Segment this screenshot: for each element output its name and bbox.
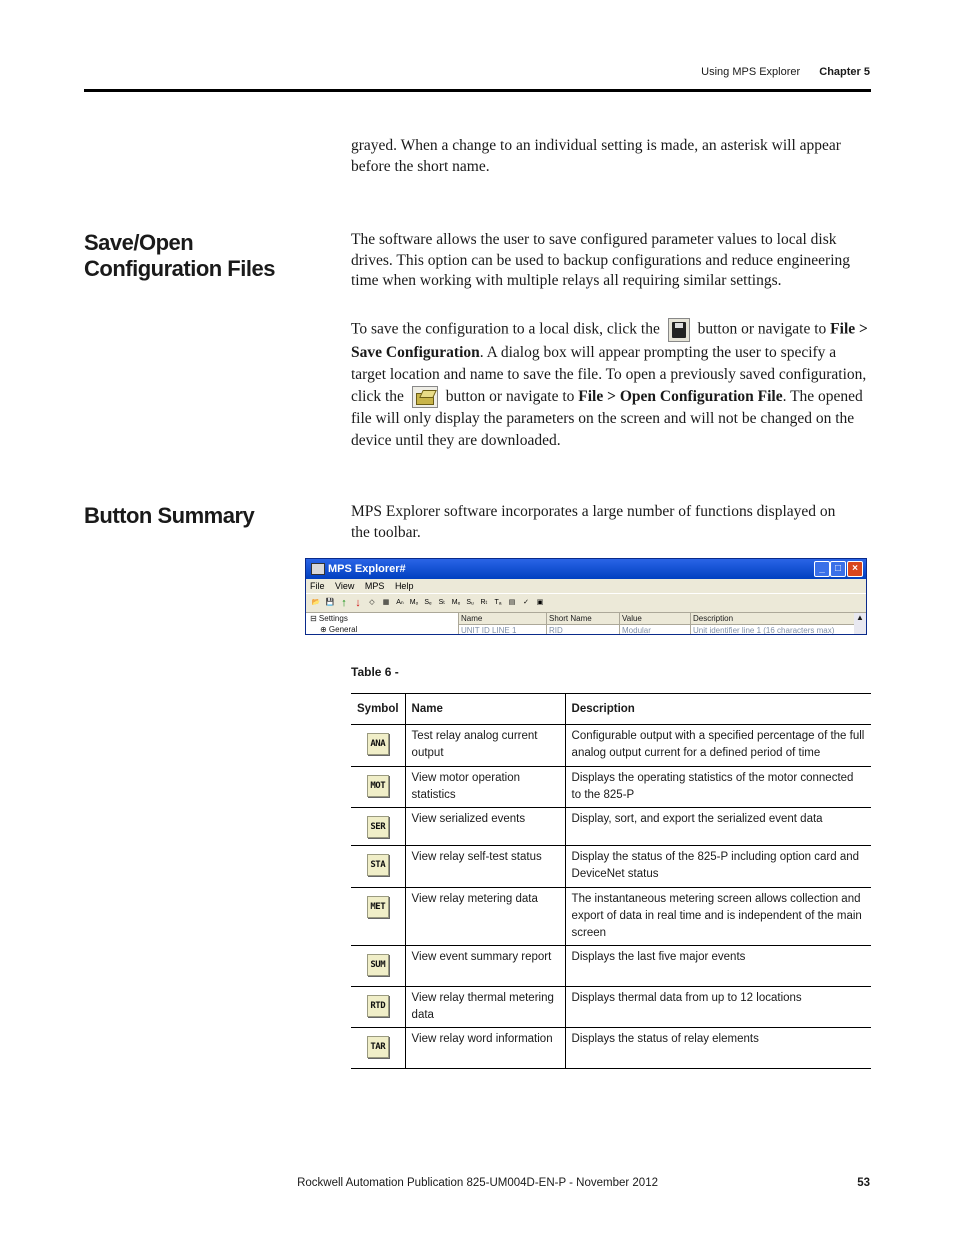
rtd-icon: Rₜ [480,599,488,606]
window-toolbar [306,593,866,613]
maximize-icon: □ [830,561,846,577]
menu-mps: MPS [364,581,385,591]
row-name: View motor operation statistics [405,767,565,808]
para2-e: . The opened file will only display the parameters on the screen and will not be changed on the device until they are downloaded. [351,388,863,450]
para2-d: button or navigate to [445,388,575,405]
col-name: Name [405,694,565,725]
ser-icon: Sₑ [424,599,432,606]
row-description: Display the status of the 825-P including option card and DeviceNet status [565,846,871,888]
ana-icon: ANA [367,733,389,755]
row-name: View serialized events [405,808,565,846]
met-icon: Mₑ [451,599,461,606]
para2-b: button or navigate to [697,320,827,338]
row-name: View relay word information [405,1028,565,1069]
sum-icon: SUM [367,954,389,976]
window-title: MPS Explorer# [328,563,406,575]
save-open-para1: The software allows the user to save configured parameter values to local disk drives. This option can be used to backup configurations and reduce engineering time when working with multiple relays all requiring similar settings. [351,231,851,289]
publication-info: Rockwell Automation Publication 825-UM004D-EN-P - November 2012 [297,1177,658,1189]
menu-view: View [335,581,355,591]
open-icon: 📂 [311,599,321,606]
page-footer [297,1177,870,1189]
open-folder-icon [412,386,438,408]
row-description: Configurable output with a specified percentage of the full analog output current for a defined period of time [565,725,871,767]
tree-item-general: ⊕ General [320,625,358,634]
mot-icon: Mₒ [409,599,419,606]
row-name: View relay self-test status [405,846,565,888]
table-header-row [351,694,871,725]
met-icon: MET [367,896,389,918]
print-icon: ▣ [536,599,544,606]
grid-header: Name Short Name Value Description [459,613,866,625]
scroll-up-icon: ▲ [854,613,866,635]
button-summary-heading: Button Summary [84,503,255,528]
mot-icon: MOT [367,775,389,797]
table-row [351,987,871,1028]
intro-continuation: grayed. When a change to an individual setting is made, an asterisk will appear before the short name. [351,137,841,175]
save-open-heading: Save/Open Configuration Files [84,230,275,281]
close-icon: × [847,561,863,577]
row-description: Display, sort, and export the serialized event data [565,808,871,846]
grid-row: UNIT ID LINE 1 RID Modular Unit identifier line 1 (16 characters max) [461,626,835,635]
table-row [351,725,871,767]
col-description: Description [565,694,871,725]
para2-c: . A dialog box will appear prompting the user to specify a target location and name to save the file. To open a previously saved configuration, click the [351,344,867,405]
table-row [351,767,871,808]
table-row [351,888,871,946]
tree-item-settings: ⊟ Settings [310,614,348,623]
save-open-para2 [351,318,871,452]
ana-icon: Aₙ [396,599,404,606]
section-name: Using MPS Explorer [701,66,801,78]
table-row [351,808,871,846]
running-head [685,66,870,78]
button-summary-para: MPS Explorer software incorporates a large number of functions displayed on the toolbar. [351,503,836,541]
minimize-icon: _ [814,561,830,577]
row-description: Displays the status of relay elements [565,1028,871,1069]
parameter-grid [459,613,866,635]
app-icon [311,563,325,575]
sta-icon: Sₜ [438,599,446,606]
header-rule [84,89,871,92]
window-menubar [306,579,866,593]
row-description: The instantaneous metering screen allows collection and export of data in real time and is independent of the main screen [565,888,871,946]
row-name: View relay thermal metering data [405,987,565,1028]
table-row [351,946,871,987]
upload-icon: ↑ [341,597,347,609]
sta-icon: STA [367,854,389,876]
row-name: View event summary report [405,946,565,987]
table-caption: Table 6 - [351,665,399,679]
tar-icon: TAR [367,1036,389,1058]
check-icon: ✓ [523,599,529,606]
chapter-label: Chapter 5 [819,66,870,78]
window-content [306,613,866,635]
compare-icon: ◇ [369,599,375,606]
table-row [351,1028,871,1069]
save-floppy-icon [668,318,690,342]
open-config-menu-path: File > Open Configuration File [578,388,783,405]
window-titlebar [306,559,866,579]
sum-icon: Sᵤ [466,599,474,606]
row-name: View relay metering data [405,888,565,946]
settings-tree [306,613,459,635]
button-summary-table [351,693,871,1069]
row-description: Displays the last five major events [565,946,871,987]
tar-icon: Tₐ [494,599,502,606]
menu-file: File [310,581,325,591]
ser-icon: SER [367,816,389,838]
save-config-menu-path: File > Save Configuration [351,320,868,361]
download-icon: ↓ [355,597,361,609]
row-name: Test relay analog current output [405,725,565,767]
save-icon: 💾 [325,599,335,606]
table-row [351,846,871,888]
page-number: 53 [857,1177,870,1189]
col-symbol: Symbol [351,694,405,725]
chart-icon: ▤ [508,599,516,606]
device-icon: ▦ [382,599,390,606]
rtd-icon: RTD [367,995,389,1017]
menu-help: Help [394,581,414,591]
mps-explorer-screenshot [305,558,867,635]
row-description: Displays the operating statistics of the motor connected to the 825-P [565,767,871,808]
para2-a: To save the configuration to a local disk, click the [351,320,660,338]
row-description: Displays thermal data from up to 12 locations [565,987,871,1028]
